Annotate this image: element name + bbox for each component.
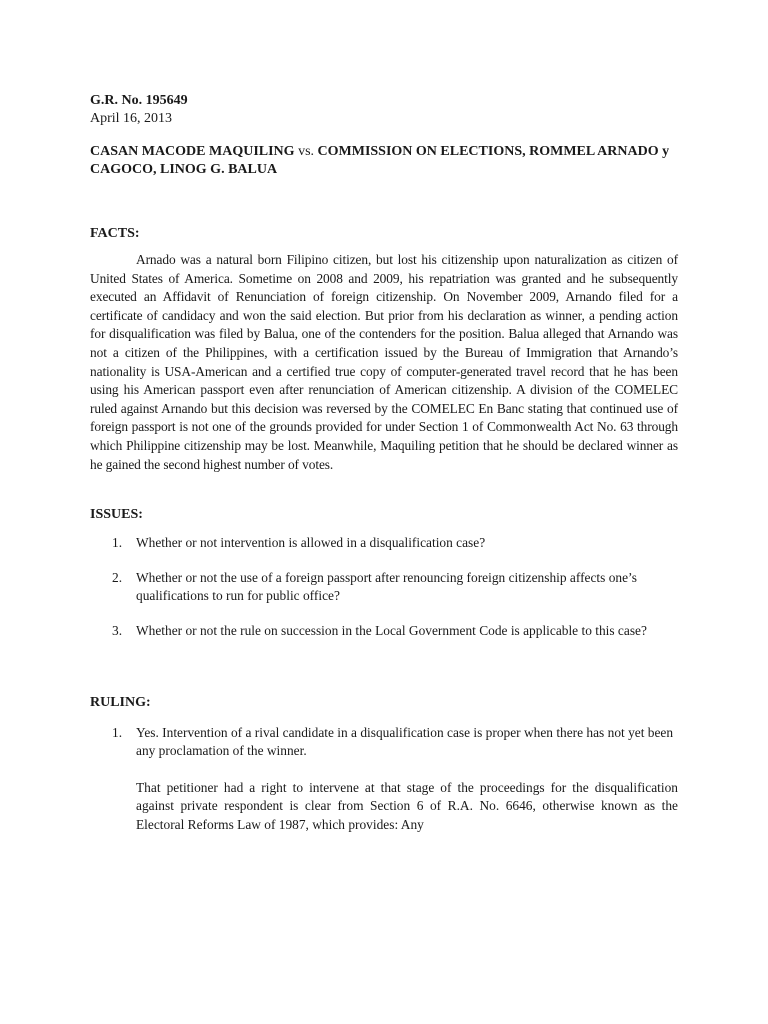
case-title [90, 143, 678, 179]
document-page [90, 92, 678, 834]
issue-item [90, 622, 678, 641]
issues-list [90, 534, 678, 640]
issue-text: Whether or not intervention is allowed in a disqualification case? [136, 535, 486, 551]
case-number: G.R. No. 195649 [90, 93, 188, 108]
ruling-text: Yes. Intervention of a rival candidate in a disqualification case is proper when there has not yet been any proclamation of the winner. [136, 724, 674, 759]
facts-heading: FACTS: [90, 226, 140, 241]
facts-paragraph: Arnado was a natural born Filipino citizen, but lost his citizenship upon naturalization as citizen of United States of America. Sometime on 2008 and 2009, his repatriation was granted and he subsequently executed an Affidavit of Renunciation of foreign citizenship. On November 2009, Arnando filed for a certificate of candidacy and won the said election. But prior from his declaration as winner, a pending action for disqualification was filed by Balua, one of the contenders for the position. Balua alleged that Arnando was not a citizen of the Philippines, with a certification issued by the Bureau of Immigration that Arnando’s nationality is USA-American and a certified true copy of computer-generated travel record that he has been using his American passport even after renunciation of American citizenship. A division of the COMELEC ruled against Arnando but this decision was reversed by the COMELEC En Banc stating that continued use of foreign passport is not one of the grounds provided for under Section 1 of Commonwealth Act No. 63 through which Philippine citizenship may be lost. Meanwhile, Maquiling petition that he should be declared winner as he gained the second highest number of votes. [90, 252, 678, 472]
ruling-explanation: That petitioner had a right to intervene at that stage of the proceedings for the disqualification against private respondent is clear from Section 6 of R.A. No. 6646, otherwise known as the Electoral Reforms Law of 1987, which provides: Any [136, 779, 678, 832]
ruling-item [90, 724, 678, 835]
petitioner-name: CASAN MACODE MAQUILING [90, 144, 295, 159]
respondents-names: COMMISSION ON ELECTIONS, ROMMEL ARNADO y CAGOCO, LINOG G. BALUA [90, 144, 670, 177]
ruling-heading: RULING: [90, 694, 151, 710]
issue-text: Whether or not the rule on succession in the Local Government Code is applicable to this case? [136, 622, 647, 638]
issue-number: 2. [112, 569, 123, 585]
issue-text: Whether or not the use of a foreign passport after renouncing foreign citizenship affects one’s qualifications to run for public office? [136, 569, 637, 604]
issue-number: 1. [112, 535, 123, 551]
issues-heading: ISSUES: [90, 507, 143, 523]
issue-item [90, 569, 678, 606]
versus-label: vs. [298, 144, 315, 159]
ruling-number: 1. [112, 724, 123, 740]
issue-item [90, 534, 678, 553]
case-date: April 16, 2013 [90, 111, 173, 126]
issue-number: 3. [112, 622, 123, 638]
ruling-list [90, 724, 678, 835]
